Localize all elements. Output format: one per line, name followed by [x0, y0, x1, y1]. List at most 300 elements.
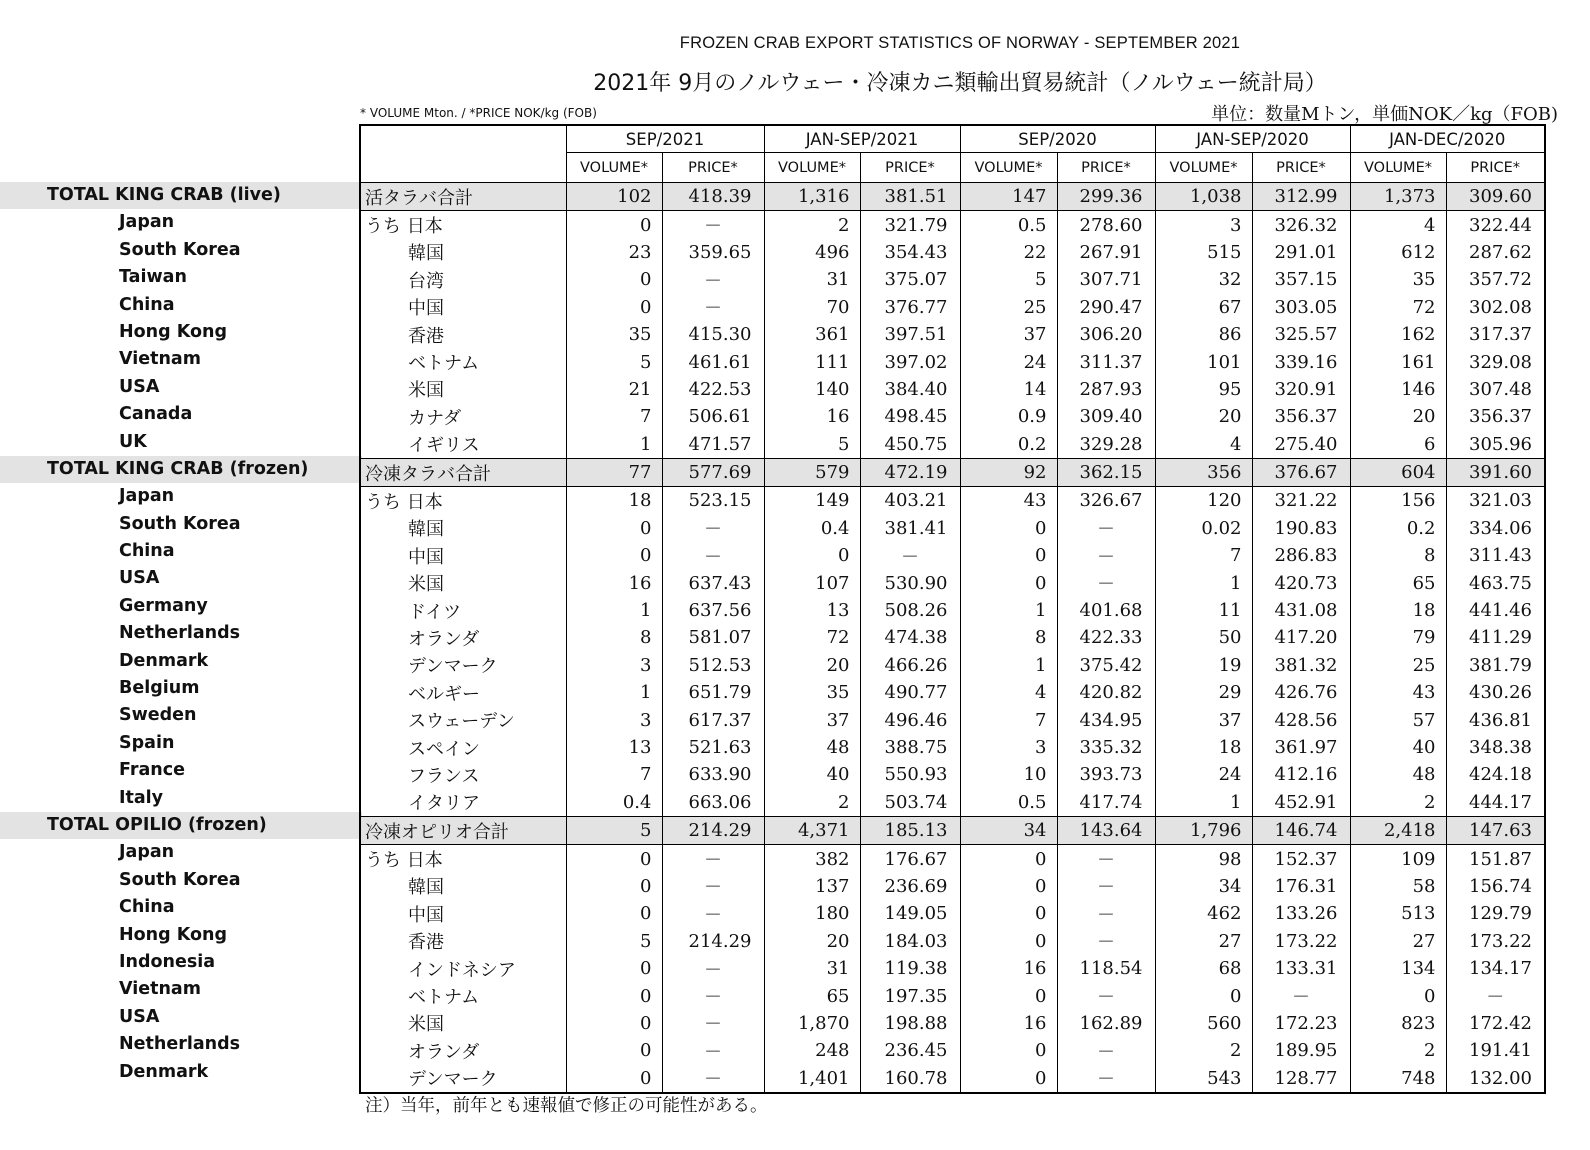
price-cell: 376.77 — [860, 294, 960, 321]
price-cell: 411.29 — [1446, 624, 1545, 651]
volume-cell: 462 — [1155, 900, 1252, 927]
country-label: Spain — [119, 732, 175, 753]
price-cell: 359.65 — [662, 239, 764, 266]
price-cell: － — [1057, 515, 1155, 542]
price-cell: 381.79 — [1446, 652, 1545, 679]
price-cell: 312.99 — [1252, 183, 1350, 211]
price-cell: － — [662, 873, 764, 900]
price-cell: 339.16 — [1252, 348, 1350, 375]
price-cell: 434.95 — [1057, 706, 1155, 733]
volume-cell: 20 — [1350, 403, 1446, 430]
table-row — [360, 624, 1545, 651]
price-cell: － — [860, 542, 960, 569]
table-row — [360, 542, 1545, 569]
price-cell: 412.16 — [1252, 761, 1350, 788]
japanese-row-label: 韓国 — [360, 873, 566, 900]
price-cell: 581.07 — [662, 624, 764, 651]
volume-cell: 162 — [1350, 321, 1446, 348]
japanese-row-label: 台湾 — [360, 266, 566, 293]
volume-cell: 0 — [1350, 982, 1446, 1009]
country-label: Japan — [119, 486, 175, 507]
volume-cell: 5 — [960, 266, 1057, 293]
price-cell: 133.31 — [1252, 955, 1350, 982]
price-cell: 190.83 — [1252, 515, 1350, 542]
volume-cell: 35 — [566, 321, 662, 348]
volume-cell: 513 — [1350, 900, 1446, 927]
japanese-row-label: うち 日本 — [360, 211, 566, 239]
total-row — [360, 458, 1545, 486]
price-cell: 348.38 — [1446, 734, 1545, 761]
price-cell: － — [1057, 1037, 1155, 1064]
price-cell: 357.72 — [1446, 266, 1545, 293]
price-cell: 176.67 — [860, 845, 960, 873]
volume-cell: 92 — [960, 458, 1057, 486]
price-cell: 523.15 — [662, 487, 764, 515]
country-label: Vietnam — [119, 349, 201, 370]
japanese-row-label: ベトナム — [360, 982, 566, 1009]
volume-cell: 72 — [1350, 294, 1446, 321]
japanese-row-label: イギリス — [360, 431, 566, 459]
price-cell: 152.37 — [1252, 845, 1350, 873]
price-cell: 356.37 — [1446, 403, 1545, 430]
japanese-row-label: 香港 — [360, 928, 566, 955]
volume-cell: 14 — [960, 376, 1057, 403]
volume-cell: 18 — [1155, 734, 1252, 761]
volume-cell: 13 — [764, 597, 860, 624]
price-cell: － — [662, 1037, 764, 1064]
category-total-label: TOTAL KING CRAB (live) — [0, 182, 362, 209]
price-cell: 151.87 — [1446, 845, 1545, 873]
volume-cell: 0 — [960, 928, 1057, 955]
price-cell: 381.32 — [1252, 652, 1350, 679]
table-row — [360, 294, 1545, 321]
price-cell: 428.56 — [1252, 706, 1350, 733]
price-cell: 198.88 — [860, 1010, 960, 1037]
price-cell: 305.96 — [1446, 431, 1545, 459]
volume-cell: 35 — [764, 679, 860, 706]
volume-cell: 4 — [960, 679, 1057, 706]
volume-cell: 748 — [1350, 1065, 1446, 1093]
volume-cell: 161 — [1350, 348, 1446, 375]
volume-cell: 1,870 — [764, 1010, 860, 1037]
price-cell: 185.13 — [860, 816, 960, 844]
japanese-row-label: ベルギー — [360, 679, 566, 706]
volume-cell: 50 — [1155, 624, 1252, 651]
title-japanese: 2021年 9月のノルウェー・冷凍カニ類輸出貿易統計（ノルウェー統計局） — [593, 71, 1327, 96]
price-cell: 431.08 — [1252, 597, 1350, 624]
price-header: PRICE* — [1446, 153, 1545, 183]
volume-cell: 16 — [764, 403, 860, 430]
volume-cell: 1,373 — [1350, 183, 1446, 211]
price-cell: 498.45 — [860, 403, 960, 430]
volume-cell: 1 — [566, 597, 662, 624]
price-cell: 420.82 — [1057, 679, 1155, 706]
volume-cell: 156 — [1350, 487, 1446, 515]
japanese-row-label: 米国 — [360, 376, 566, 403]
volume-cell: 149 — [764, 487, 860, 515]
period-header-row — [360, 125, 1545, 153]
table-row — [360, 376, 1545, 403]
price-cell: － — [662, 294, 764, 321]
volume-cell: 43 — [1350, 679, 1446, 706]
period-header: JAN-SEP/2020 — [1155, 125, 1350, 153]
volume-cell: 109 — [1350, 845, 1446, 873]
price-cell: 197.35 — [860, 982, 960, 1009]
country-label: Denmark — [119, 1061, 209, 1082]
volume-cell: 111 — [764, 348, 860, 375]
table-row — [360, 982, 1545, 1009]
price-cell: 307.48 — [1446, 376, 1545, 403]
volume-cell: 10 — [960, 761, 1057, 788]
price-cell: 286.83 — [1252, 542, 1350, 569]
price-cell: 128.77 — [1252, 1065, 1350, 1093]
table-row — [360, 321, 1545, 348]
price-cell: 637.56 — [662, 597, 764, 624]
volume-cell: 37 — [764, 706, 860, 733]
volume-cell: 2 — [764, 789, 860, 817]
volume-cell: 1 — [960, 597, 1057, 624]
price-cell: 415.30 — [662, 321, 764, 348]
period-header: JAN-DEC/2020 — [1350, 125, 1545, 153]
price-cell: － — [1057, 845, 1155, 873]
country-label: China — [119, 541, 175, 562]
table-row — [360, 403, 1545, 430]
price-cell: 384.40 — [860, 376, 960, 403]
price-cell: 375.07 — [860, 266, 960, 293]
volume-cell: 7 — [566, 403, 662, 430]
price-cell: 172.23 — [1252, 1010, 1350, 1037]
table-row — [360, 569, 1545, 596]
country-label: USA — [119, 568, 160, 589]
volume-cell: 0 — [566, 211, 662, 239]
price-cell: 577.69 — [662, 458, 764, 486]
volume-cell: 101 — [1155, 348, 1252, 375]
price-cell: － — [662, 982, 764, 1009]
price-cell: － — [662, 845, 764, 873]
price-cell: 160.78 — [860, 1065, 960, 1093]
price-cell: 307.71 — [1057, 266, 1155, 293]
volume-cell: 16 — [960, 955, 1057, 982]
price-cell: 329.08 — [1446, 348, 1545, 375]
price-cell: 550.93 — [860, 761, 960, 788]
country-label: USA — [119, 376, 160, 397]
volume-cell: 34 — [960, 816, 1057, 844]
volume-cell: 1 — [566, 679, 662, 706]
price-cell: 184.03 — [860, 928, 960, 955]
price-cell: 325.57 — [1252, 321, 1350, 348]
volume-cell: 4 — [1155, 431, 1252, 459]
volume-header: VOLUME* — [960, 153, 1057, 183]
price-cell: 321.22 — [1252, 487, 1350, 515]
volume-header: VOLUME* — [566, 153, 662, 183]
table-row — [360, 348, 1545, 375]
price-cell: 508.26 — [860, 597, 960, 624]
price-cell: 530.90 — [860, 569, 960, 596]
volume-cell: 0 — [566, 515, 662, 542]
volume-cell: 25 — [960, 294, 1057, 321]
volume-cell: 102 — [566, 183, 662, 211]
japanese-row-label: うち 日本 — [360, 845, 566, 873]
price-cell: 214.29 — [662, 816, 764, 844]
volume-cell: 18 — [566, 487, 662, 515]
country-label: China — [119, 897, 175, 918]
price-cell: 361.97 — [1252, 734, 1350, 761]
country-label: Netherlands — [119, 1034, 241, 1055]
volume-cell: 4 — [1350, 211, 1446, 239]
volume-cell: 515 — [1155, 239, 1252, 266]
japanese-row-label: 米国 — [360, 1010, 566, 1037]
volume-cell: 7 — [1155, 542, 1252, 569]
volume-cell: 823 — [1350, 1010, 1446, 1037]
volume-cell: 1 — [566, 431, 662, 459]
title-english: FROZEN CRAB EXPORT STATISTICS OF NORWAY - SEPTEMBER 2021 — [679, 34, 1241, 52]
table-row — [360, 515, 1545, 542]
volume-cell: 24 — [960, 348, 1057, 375]
price-cell: 322.44 — [1446, 211, 1545, 239]
volume-cell: 34 — [1155, 873, 1252, 900]
volume-cell: 382 — [764, 845, 860, 873]
table-row — [360, 211, 1545, 239]
volume-cell: 1 — [1155, 789, 1252, 817]
price-cell: 403.21 — [860, 487, 960, 515]
table-row — [360, 928, 1545, 955]
volume-cell: 5 — [566, 816, 662, 844]
volume-cell: 16 — [566, 569, 662, 596]
volume-cell: 0.2 — [960, 431, 1057, 459]
volume-cell: 79 — [1350, 624, 1446, 651]
price-cell: 129.79 — [1446, 900, 1545, 927]
volume-cell: 0 — [566, 266, 662, 293]
price-cell: 441.46 — [1446, 597, 1545, 624]
price-cell: 426.76 — [1252, 679, 1350, 706]
period-header: SEP/2021 — [566, 125, 764, 153]
japanese-row-label: オランダ — [360, 624, 566, 651]
price-cell: 317.37 — [1446, 321, 1545, 348]
english-row-labels — [0, 182, 362, 1086]
price-cell: 430.26 — [1446, 679, 1545, 706]
volume-cell: 20 — [1155, 403, 1252, 430]
volume-cell: 0 — [960, 900, 1057, 927]
volume-cell: 18 — [1350, 597, 1446, 624]
price-cell: 356.37 — [1252, 403, 1350, 430]
price-cell: － — [662, 1010, 764, 1037]
volume-cell: 0 — [960, 873, 1057, 900]
country-label: Hong Kong — [119, 321, 228, 342]
volume-cell: 20 — [764, 652, 860, 679]
price-cell: － — [662, 211, 764, 239]
volume-cell: 57 — [1350, 706, 1446, 733]
price-cell: 311.37 — [1057, 348, 1155, 375]
price-cell: 134.17 — [1446, 955, 1545, 982]
volume-cell: 37 — [960, 321, 1057, 348]
price-cell: 436.81 — [1446, 706, 1545, 733]
country-label: Germany — [119, 595, 208, 616]
volume-cell: 72 — [764, 624, 860, 651]
price-cell: 214.29 — [662, 928, 764, 955]
price-cell: 302.08 — [1446, 294, 1545, 321]
table-row — [360, 266, 1545, 293]
price-cell: 290.47 — [1057, 294, 1155, 321]
price-cell: 461.61 — [662, 348, 764, 375]
price-cell: 381.51 — [860, 183, 960, 211]
price-cell: 506.61 — [662, 403, 764, 430]
table-row — [360, 1037, 1545, 1064]
price-cell: 287.93 — [1057, 376, 1155, 403]
volume-cell: 31 — [764, 266, 860, 293]
price-cell: 472.19 — [860, 458, 960, 486]
volume-cell: 24 — [1155, 761, 1252, 788]
price-cell: － — [1057, 569, 1155, 596]
volume-cell: 20 — [764, 928, 860, 955]
price-cell: 354.43 — [860, 239, 960, 266]
volume-cell: 0.5 — [960, 211, 1057, 239]
volume-cell: 22 — [960, 239, 1057, 266]
price-cell: 267.91 — [1057, 239, 1155, 266]
price-cell: 466.26 — [860, 652, 960, 679]
japanese-row-label: 冷凍オピリオ合計 — [360, 816, 566, 844]
volume-cell: 48 — [1350, 761, 1446, 788]
volume-header: VOLUME* — [764, 153, 860, 183]
price-cell: 191.41 — [1446, 1037, 1545, 1064]
volume-cell: 58 — [1350, 873, 1446, 900]
volume-cell: 0 — [960, 1037, 1057, 1064]
price-cell: － — [1057, 982, 1155, 1009]
price-cell: － — [1057, 1065, 1155, 1093]
price-cell: 391.60 — [1446, 458, 1545, 486]
price-cell: 311.43 — [1446, 542, 1545, 569]
volume-cell: 0 — [566, 1065, 662, 1093]
price-cell: 503.74 — [860, 789, 960, 817]
volume-cell: 68 — [1155, 955, 1252, 982]
corner-cell — [360, 125, 566, 183]
country-label: China — [119, 294, 175, 315]
volume-cell: 65 — [764, 982, 860, 1009]
volume-cell: 0 — [566, 1037, 662, 1064]
total-row — [360, 183, 1545, 211]
price-cell: － — [662, 955, 764, 982]
price-cell: 189.95 — [1252, 1037, 1350, 1064]
price-cell: 299.36 — [1057, 183, 1155, 211]
volume-cell: 43 — [960, 487, 1057, 515]
price-cell: 173.22 — [1252, 928, 1350, 955]
volume-cell: 0 — [566, 845, 662, 873]
volume-cell: 67 — [1155, 294, 1252, 321]
price-cell: 490.77 — [860, 679, 960, 706]
volume-cell: 0 — [566, 1010, 662, 1037]
price-cell: 651.79 — [662, 679, 764, 706]
price-cell: － — [662, 542, 764, 569]
country-label: Sweden — [119, 705, 197, 726]
volume-cell: 560 — [1155, 1010, 1252, 1037]
volume-cell: 0 — [1155, 982, 1252, 1009]
volume-cell: 0 — [960, 542, 1057, 569]
volume-cell: 248 — [764, 1037, 860, 1064]
price-cell: 172.42 — [1446, 1010, 1545, 1037]
price-cell: 417.20 — [1252, 624, 1350, 651]
price-cell: 321.03 — [1446, 487, 1545, 515]
volume-cell: 70 — [764, 294, 860, 321]
volume-cell: 2 — [1350, 789, 1446, 817]
volume-cell: 356 — [1155, 458, 1252, 486]
price-cell: 143.64 — [1057, 816, 1155, 844]
price-cell: 381.41 — [860, 515, 960, 542]
volume-cell: 0.9 — [960, 403, 1057, 430]
volume-cell: 29 — [1155, 679, 1252, 706]
japanese-row-label: インドネシア — [360, 955, 566, 982]
volume-cell: 2,418 — [1350, 816, 1446, 844]
price-cell: 474.38 — [860, 624, 960, 651]
volume-cell: 5 — [764, 431, 860, 459]
japanese-row-label: スウェーデン — [360, 706, 566, 733]
japanese-row-label: オランダ — [360, 1037, 566, 1064]
price-cell: 275.40 — [1252, 431, 1350, 459]
price-header: PRICE* — [860, 153, 960, 183]
volume-cell: 0 — [960, 569, 1057, 596]
volume-cell: 107 — [764, 569, 860, 596]
japanese-row-label: 中国 — [360, 542, 566, 569]
table-row — [360, 1010, 1545, 1037]
price-cell: 334.06 — [1446, 515, 1545, 542]
volume-cell: 8 — [960, 624, 1057, 651]
units-note-english: * VOLUME Mton. / *PRICE NOK/kg (FOB) — [360, 106, 597, 120]
volume-cell: 13 — [566, 734, 662, 761]
volume-cell: 0 — [960, 845, 1057, 873]
table-row — [360, 955, 1545, 982]
volume-cell: 7 — [960, 706, 1057, 733]
volume-cell: 1,796 — [1155, 816, 1252, 844]
volume-cell: 32 — [1155, 266, 1252, 293]
price-cell: 376.67 — [1252, 458, 1350, 486]
price-cell: 118.54 — [1057, 955, 1155, 982]
price-cell: 463.75 — [1446, 569, 1545, 596]
volume-cell: 77 — [566, 458, 662, 486]
country-label: South Korea — [119, 513, 241, 534]
volume-cell: 23 — [566, 239, 662, 266]
volume-cell: 4,371 — [764, 816, 860, 844]
country-label: Vietnam — [119, 979, 201, 1000]
table-row — [360, 706, 1545, 733]
country-label: South Korea — [119, 869, 241, 890]
price-cell: 633.90 — [662, 761, 764, 788]
category-total-label: TOTAL OPILIO (frozen) — [0, 812, 362, 839]
price-cell: 119.38 — [860, 955, 960, 982]
country-label: South Korea — [119, 239, 241, 260]
country-label: Canada — [119, 404, 193, 425]
price-cell: 444.17 — [1446, 789, 1545, 817]
country-label: Denmark — [119, 650, 209, 671]
volume-cell: 0.2 — [1350, 515, 1446, 542]
volume-cell: 31 — [764, 955, 860, 982]
price-cell: 133.26 — [1252, 900, 1350, 927]
volume-cell: 180 — [764, 900, 860, 927]
volume-cell: 140 — [764, 376, 860, 403]
volume-cell: 11 — [1155, 597, 1252, 624]
volume-cell: 35 — [1350, 266, 1446, 293]
volume-cell: 3 — [566, 652, 662, 679]
export-statistics-table — [359, 124, 1546, 1094]
table-row — [360, 734, 1545, 761]
volume-cell: 37 — [1155, 706, 1252, 733]
price-cell: 236.45 — [860, 1037, 960, 1064]
price-cell: － — [662, 515, 764, 542]
country-label: UK — [119, 431, 147, 452]
volume-cell: 146 — [1350, 376, 1446, 403]
price-cell: 291.01 — [1252, 239, 1350, 266]
volume-cell: 27 — [1350, 928, 1446, 955]
price-cell: 320.91 — [1252, 376, 1350, 403]
japanese-row-label: 冷凍タラバ合計 — [360, 458, 566, 486]
japanese-row-label: 韓国 — [360, 515, 566, 542]
